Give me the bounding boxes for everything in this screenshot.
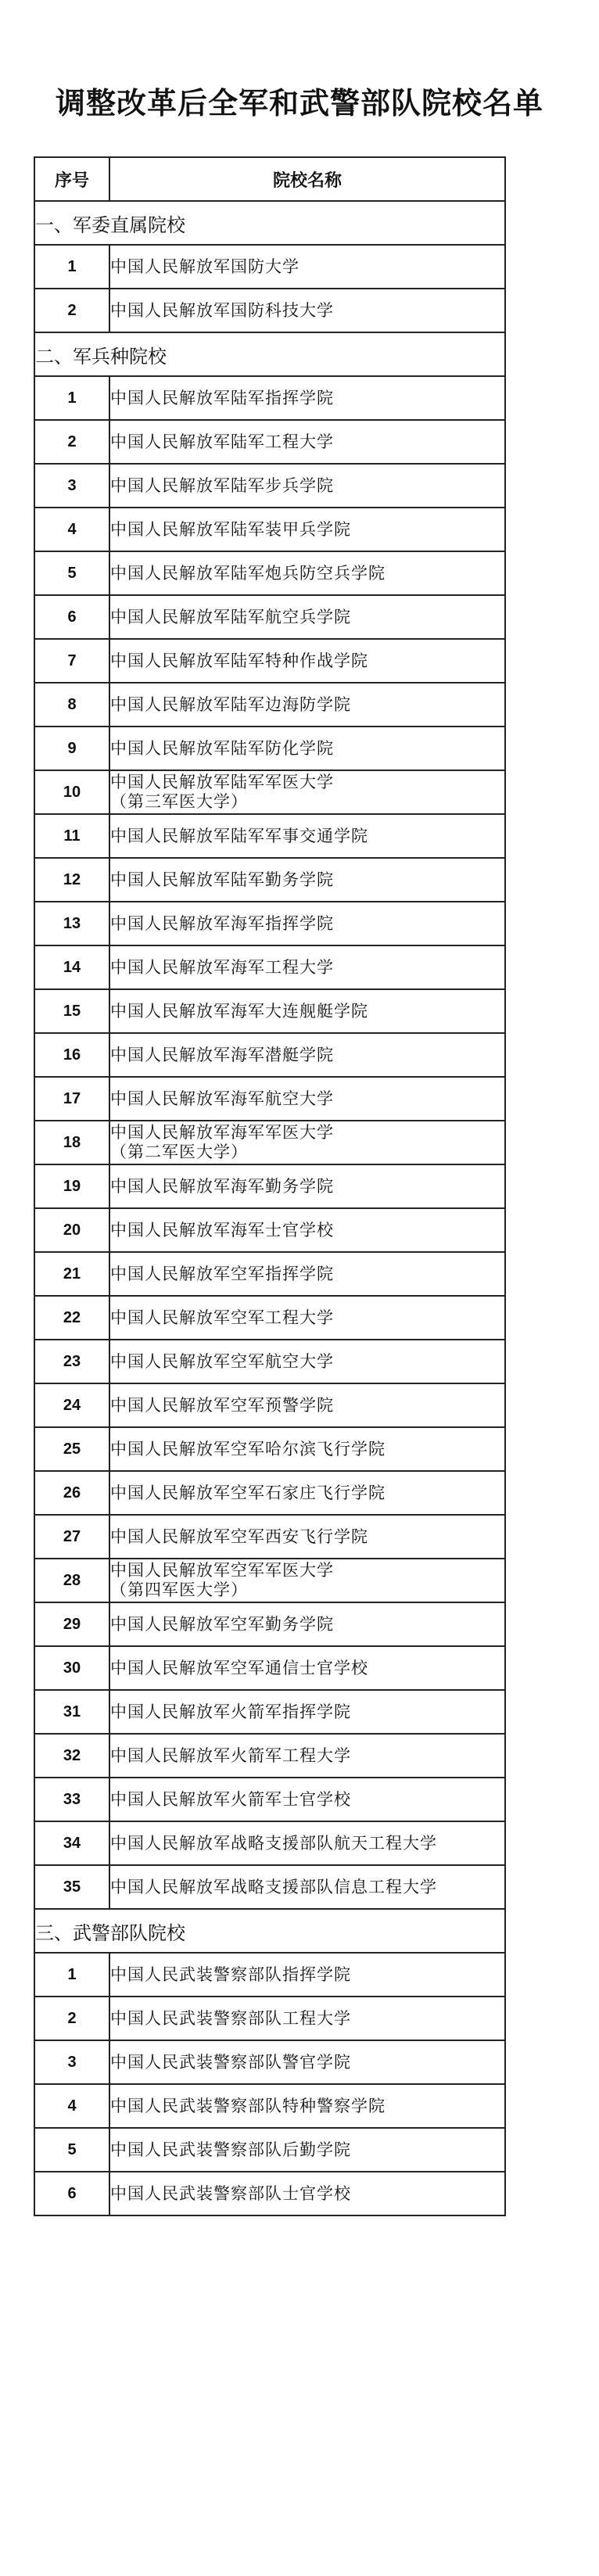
academy-name-cell	[109, 464, 505, 508]
row-number: 30	[34, 1646, 109, 1690]
academy-name-cell	[109, 639, 505, 683]
academy-name-cell	[109, 1033, 505, 1077]
table-row	[34, 989, 505, 1033]
academy-name-cell	[109, 770, 505, 814]
academy-name: 中国人民武装警察部队工程大学	[110, 2008, 351, 2028]
academy-name: 中国人民解放军陆军步兵学院	[110, 475, 334, 495]
table-row	[34, 1821, 505, 1865]
row-number: 24	[34, 1383, 109, 1427]
academy-name-cell	[109, 1953, 505, 1997]
row-number: 17	[34, 1077, 109, 1121]
row-number: 9	[34, 727, 109, 770]
row-number: 28	[34, 1559, 109, 1602]
academy-name: 中国人民解放军火箭军指挥学院	[110, 1702, 351, 1721]
academy-name: 中国人民解放军空军军医大学	[110, 1561, 334, 1580]
academy-alias: （第三军医大学）	[110, 792, 248, 811]
row-number: 2	[34, 289, 109, 332]
table-row	[34, 1471, 505, 1515]
academy-name-cell	[109, 1602, 505, 1646]
academy-name: 中国人民解放军空军通信士官学校	[110, 1658, 368, 1677]
table-row	[34, 1865, 505, 1909]
row-number: 31	[34, 1690, 109, 1734]
academy-name-cell	[109, 1252, 505, 1296]
academy-name-cell	[109, 1515, 505, 1559]
row-number: 19	[34, 1164, 109, 1208]
academy-name: 中国人民解放军国防科技大学	[110, 300, 334, 320]
table-row	[34, 2084, 505, 2128]
academy-name-cell	[109, 902, 505, 945]
table-row	[34, 376, 505, 420]
academy-name: 中国人民解放军陆军炮兵防空兵学院	[110, 563, 386, 583]
academy-name-cell	[109, 245, 505, 289]
table-row	[34, 1164, 505, 1208]
table-row	[34, 1208, 505, 1252]
academy-name: 中国人民解放军空军工程大学	[110, 1308, 334, 1327]
row-number: 1	[34, 1953, 109, 1997]
academy-name: 中国人民解放军陆军军事交通学院	[110, 826, 368, 845]
table-row	[34, 1252, 505, 1296]
academy-name: 中国人民解放军陆军勤务学院	[110, 870, 334, 889]
academy-name: 中国人民解放军空军航空大学	[110, 1351, 334, 1371]
academy-name-cell	[109, 1383, 505, 1427]
academy-name: 中国人民武装警察部队特种警察学院	[110, 2096, 386, 2115]
page-title: 调整改革后全军和武警部队院校名单	[55, 85, 543, 120]
academy-name: 中国人民解放军海军大连舰艇学院	[110, 1001, 368, 1021]
academy-name-cell	[109, 1077, 505, 1121]
academy-name: 中国人民解放军海军航空大学	[110, 1089, 334, 1108]
table-row	[34, 464, 505, 508]
academy-name-cell	[109, 595, 505, 639]
academy-name-cell	[109, 945, 505, 989]
academy-name-cell	[109, 1865, 505, 1909]
row-number: 12	[34, 858, 109, 902]
table-row	[34, 289, 505, 332]
column-header-number: 序号	[34, 157, 109, 201]
table-row	[34, 945, 505, 989]
academy-name: 中国人民解放军空军勤务学院	[110, 1614, 334, 1634]
row-number: 13	[34, 902, 109, 945]
table-row	[34, 858, 505, 902]
academy-name: 中国人民武装警察部队士官学校	[110, 2183, 351, 2203]
academy-name-cell	[109, 1997, 505, 2040]
academy-alias: （第四军医大学）	[110, 1580, 248, 1599]
table-body	[34, 201, 505, 2215]
row-number: 2	[34, 1997, 109, 2040]
academy-name-cell	[109, 1121, 505, 1164]
academy-name-cell	[109, 1427, 505, 1471]
table-row	[34, 1734, 505, 1778]
table-row	[34, 770, 505, 814]
row-number: 32	[34, 1734, 109, 1778]
table-row	[34, 902, 505, 945]
academy-name-cell	[109, 1778, 505, 1821]
academy-name: 中国人民武装警察部队后勤学院	[110, 2140, 351, 2159]
academy-name: 中国人民解放军海军潜艇学院	[110, 1045, 334, 1064]
academy-name-cell	[109, 1340, 505, 1383]
column-header-name: 院校名称	[109, 157, 505, 201]
academy-name-cell	[109, 1559, 505, 1602]
row-number: 8	[34, 683, 109, 727]
table-row	[34, 245, 505, 289]
academy-name-cell	[109, 727, 505, 770]
academy-name-cell	[109, 376, 505, 420]
table-row	[34, 551, 505, 595]
table-row	[34, 1340, 505, 1383]
table-row	[34, 727, 505, 770]
academy-name-cell	[109, 289, 505, 332]
section-heading: 二、军兵种院校	[34, 332, 505, 376]
academy-name: 中国人民解放军火箭军工程大学	[110, 1745, 351, 1765]
academy-name: 中国人民解放军空军预警学院	[110, 1395, 334, 1415]
row-number: 35	[34, 1865, 109, 1909]
academy-name: 中国人民解放军陆军航空兵学院	[110, 607, 351, 626]
row-number: 18	[34, 1121, 109, 1164]
table-row	[34, 1953, 505, 1997]
row-number: 33	[34, 1778, 109, 1821]
academy-name-cell	[109, 2040, 505, 2084]
table-row	[34, 1997, 505, 2040]
row-number: 14	[34, 945, 109, 989]
academy-name: 中国人民解放军陆军防化学院	[110, 738, 334, 758]
academy-name: 中国人民解放军陆军工程大学	[110, 432, 334, 451]
academy-name-cell	[109, 508, 505, 551]
table-row	[34, 1033, 505, 1077]
section-heading-row	[34, 201, 505, 245]
row-number: 34	[34, 1821, 109, 1865]
table-row	[34, 1559, 505, 1602]
academy-name: 中国人民解放军战略支援部队航天工程大学	[110, 1833, 437, 1853]
row-number: 11	[34, 814, 109, 858]
row-number: 3	[34, 464, 109, 508]
section-heading-row	[34, 1909, 505, 1953]
table-row	[34, 1778, 505, 1821]
academy-name: 中国人民解放军空军石家庄飞行学院	[110, 1483, 386, 1502]
academy-name-cell	[109, 683, 505, 727]
row-number: 5	[34, 2128, 109, 2172]
academy-name: 中国人民解放军火箭军士官学校	[110, 1789, 351, 1809]
table-header-row	[34, 157, 505, 201]
academy-name: 中国人民解放军海军指挥学院	[110, 913, 334, 933]
row-number: 7	[34, 639, 109, 683]
academy-name: 中国人民解放军海军勤务学院	[110, 1176, 334, 1196]
table-row	[34, 420, 505, 464]
academy-name: 中国人民解放军海军军医大学	[110, 1123, 334, 1142]
table-row	[34, 2128, 505, 2172]
table-row	[34, 1427, 505, 1471]
table-row	[34, 595, 505, 639]
academy-alias: （第二军医大学）	[110, 1143, 248, 1161]
academy-name-cell	[109, 2084, 505, 2128]
academy-name-cell	[109, 551, 505, 595]
academy-name: 中国人民解放军海军士官学校	[110, 1220, 334, 1240]
table-row	[34, 1690, 505, 1734]
row-number: 20	[34, 1208, 109, 1252]
table-row	[34, 1383, 505, 1427]
academy-name: 中国人民解放军国防大学	[110, 257, 300, 276]
table-row	[34, 2040, 505, 2084]
academy-table	[34, 156, 506, 2216]
academy-name: 中国人民解放军空军哈尔滨飞行学院	[110, 1439, 386, 1458]
row-number: 4	[34, 508, 109, 551]
row-number: 6	[34, 595, 109, 639]
table-row	[34, 2172, 505, 2215]
row-number: 2	[34, 420, 109, 464]
academy-name-cell	[109, 1821, 505, 1865]
table-row	[34, 683, 505, 727]
row-number: 26	[34, 1471, 109, 1515]
row-number: 6	[34, 2172, 109, 2215]
academy-name-cell	[109, 420, 505, 464]
table-row	[34, 1077, 505, 1121]
academy-name: 中国人民解放军战略支援部队信息工程大学	[110, 1877, 437, 1896]
row-number: 16	[34, 1033, 109, 1077]
academy-name: 中国人民解放军陆军特种作战学院	[110, 651, 368, 670]
row-number: 5	[34, 551, 109, 595]
academy-name-cell	[109, 989, 505, 1033]
table-row	[34, 508, 505, 551]
row-number: 10	[34, 770, 109, 814]
academy-name-cell	[109, 2172, 505, 2215]
academy-name: 中国人民解放军陆军装甲兵学院	[110, 519, 351, 539]
academy-name-cell	[109, 2128, 505, 2172]
section-heading: 三、武警部队院校	[34, 1909, 505, 1953]
row-number: 1	[34, 376, 109, 420]
table-row	[34, 1121, 505, 1164]
academy-name-cell	[109, 1646, 505, 1690]
table-row	[34, 814, 505, 858]
academy-name: 中国人民解放军陆军边海防学院	[110, 694, 351, 714]
academy-name: 中国人民解放军空军西安飞行学院	[110, 1527, 368, 1546]
academy-name: 中国人民武装警察部队指挥学院	[110, 1964, 351, 1984]
section-heading-row	[34, 332, 505, 376]
academy-name: 中国人民解放军陆军指挥学院	[110, 388, 334, 407]
section-heading: 一、军委直属院校	[34, 201, 505, 245]
table-row	[34, 1646, 505, 1690]
table-row	[34, 1296, 505, 1340]
table-row	[34, 1515, 505, 1559]
academy-name-cell	[109, 1471, 505, 1515]
academy-name: 中国人民武装警察部队警官学院	[110, 2052, 351, 2072]
row-number: 15	[34, 989, 109, 1033]
academy-name-cell	[109, 1734, 505, 1778]
academy-name: 中国人民解放军陆军军医大学	[110, 773, 334, 791]
row-number: 4	[34, 2084, 109, 2128]
academy-name-cell	[109, 1296, 505, 1340]
row-number: 1	[34, 245, 109, 289]
academy-name: 中国人民解放军海军工程大学	[110, 957, 334, 977]
row-number: 23	[34, 1340, 109, 1383]
table-row	[34, 1602, 505, 1646]
academy-name-cell	[109, 1690, 505, 1734]
row-number: 21	[34, 1252, 109, 1296]
academy-name-cell	[109, 858, 505, 902]
row-number: 22	[34, 1296, 109, 1340]
table-row	[34, 639, 505, 683]
row-number: 29	[34, 1602, 109, 1646]
academy-name: 中国人民解放军空军指挥学院	[110, 1264, 334, 1283]
academy-name-cell	[109, 814, 505, 858]
academy-name-cell	[109, 1208, 505, 1252]
row-number: 27	[34, 1515, 109, 1559]
row-number: 25	[34, 1427, 109, 1471]
row-number: 3	[34, 2040, 109, 2084]
academy-name-cell	[109, 1164, 505, 1208]
